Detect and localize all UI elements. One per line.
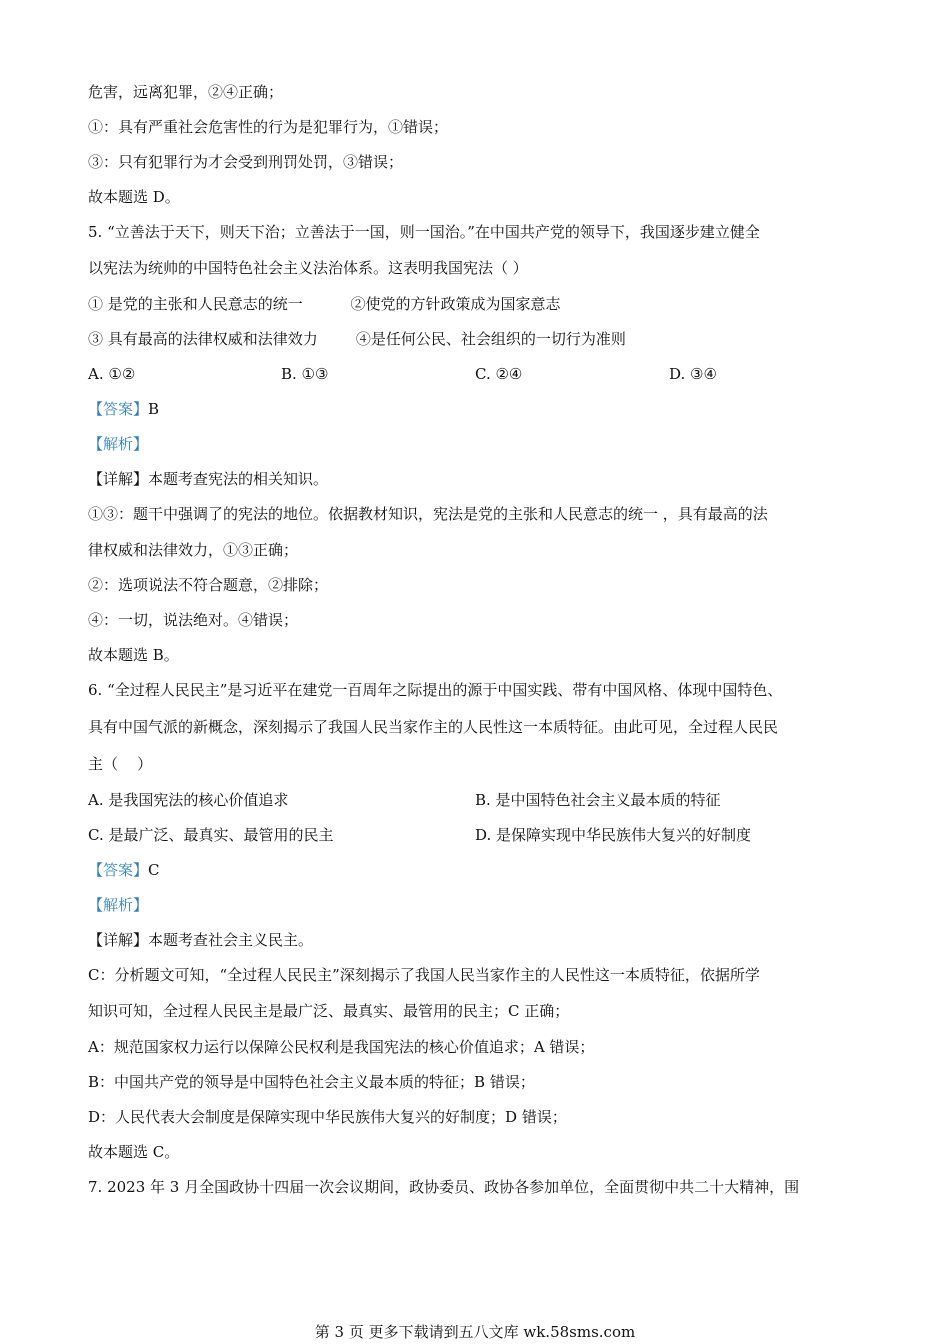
text-line: 知识可知，全过程人民民主是最广泛、最真实、最管用的民主；C 正确； (88, 1002, 570, 1020)
q5-analysis-tag: 【解析】 (88, 435, 149, 453)
question-6-stem: 具有中国气派的新概念，深刻揭示了我国人民当家作主的人民性这一本质特征。由此可见，全过程人民民 (88, 718, 779, 736)
q5-option-c: C. ②④ (475, 365, 523, 383)
text-line: A：规范国家权力运行以保障公民权利是我国宪法的核心价值追求；A 错误； (88, 1038, 595, 1056)
q6-analysis-tag: 【解析】 (88, 896, 149, 914)
q6-answer (88, 860, 160, 880)
question-5-statements: ③ 具有最高的法律权威和法律效力 ④是任何公民、社会组织的一切行为准则 (88, 330, 626, 348)
answer-tag: 【答案】 (88, 400, 149, 418)
q6-option-c: C. 是最广泛、最真实、最管用的民主 (88, 826, 334, 844)
q6-option-d: D. 是保障实现中华民族伟大复兴的好制度 (475, 826, 752, 844)
text-line: D：人民代表大会制度是保障实现中华民族伟大复兴的好制度；D 错误； (88, 1108, 567, 1126)
answer-tag: 【答案】 (88, 861, 149, 879)
text-line: 律权威和法律效力，①③正确； (88, 541, 299, 559)
page-footer: 第 3 页 更多下载请到五八文库 wk.58sms.com (314, 1323, 636, 1341)
question-6-stem: 主（ ） (88, 755, 153, 773)
text-line: 危害，远离犯罪，②④正确； (88, 83, 284, 101)
text-line: 故本题选 D。 (88, 188, 180, 206)
q5-option-d: D. ③④ (669, 365, 717, 383)
text-line: ③：只有犯罪行为才会受到刑罚处罚，③错误； (88, 153, 404, 171)
text-line: ②：选项说法不符合题意，②排除； (88, 576, 329, 594)
question-6-stem: 6. “全过程人民民主”是习近平在建党一百周年之际提出的源于中国实践、带有中国风格、体现中国特色、 (88, 681, 783, 699)
question-5-stem: 5. “立善法于天下，则天下治；立善法于一国，则一国治。”在中国共产党的领导下，我国逐步建立健全 (88, 223, 760, 241)
text-line: 故本题选 C。 (88, 1143, 180, 1161)
question-5-stem: 以宪法为统帅的中国特色社会主义法治体系。这表明我国宪法（ ） (88, 259, 528, 277)
text-line: ①③：题干中强调了的宪法的地位。依据教材知识，宪法是党的主张和人民意志的统一 ，具有最高的法 (88, 505, 768, 523)
answer-value: B (148, 400, 160, 418)
q5-option-a: A. ①② (88, 365, 136, 383)
question-7-stem: 7. 2023 年 3 月全国政协十四届一次会议期间，政协委员、政协各参加单位，全面贯彻中共二十大精神，围 (88, 1178, 800, 1196)
text-line: ④：一切，说法绝对。④错误； (88, 611, 299, 629)
text-line: 故本题选 B。 (88, 646, 179, 664)
question-5-statements: ① 是党的主张和人民意志的统一 ②使党的方针政策成为国家意志 (88, 295, 561, 313)
text-line: ①：具有严重社会危害性的行为是犯罪行为，①错误； (88, 118, 449, 136)
q5-option-b: B. ①③ (281, 365, 329, 383)
text-line: C：分析题文可知，“全过程人民民主”深刻揭示了我国人民当家作主的人民性这一本质特征，依据所学 (88, 966, 760, 984)
q6-option-b: B. 是中国特色社会主义最本质的特征 (475, 791, 721, 809)
answer-value: C (148, 861, 160, 879)
q6-option-a: A. 是我国宪法的核心价值追求 (88, 791, 289, 809)
text-line: B：中国共产党的领导是中国特色社会主义最本质的特征；B 错误； (88, 1073, 535, 1091)
text-line: 【详解】本题考查宪法的相关知识。 (88, 470, 329, 488)
q5-answer (88, 399, 159, 419)
text-line: 【详解】本题考查社会主义民主。 (88, 931, 314, 949)
